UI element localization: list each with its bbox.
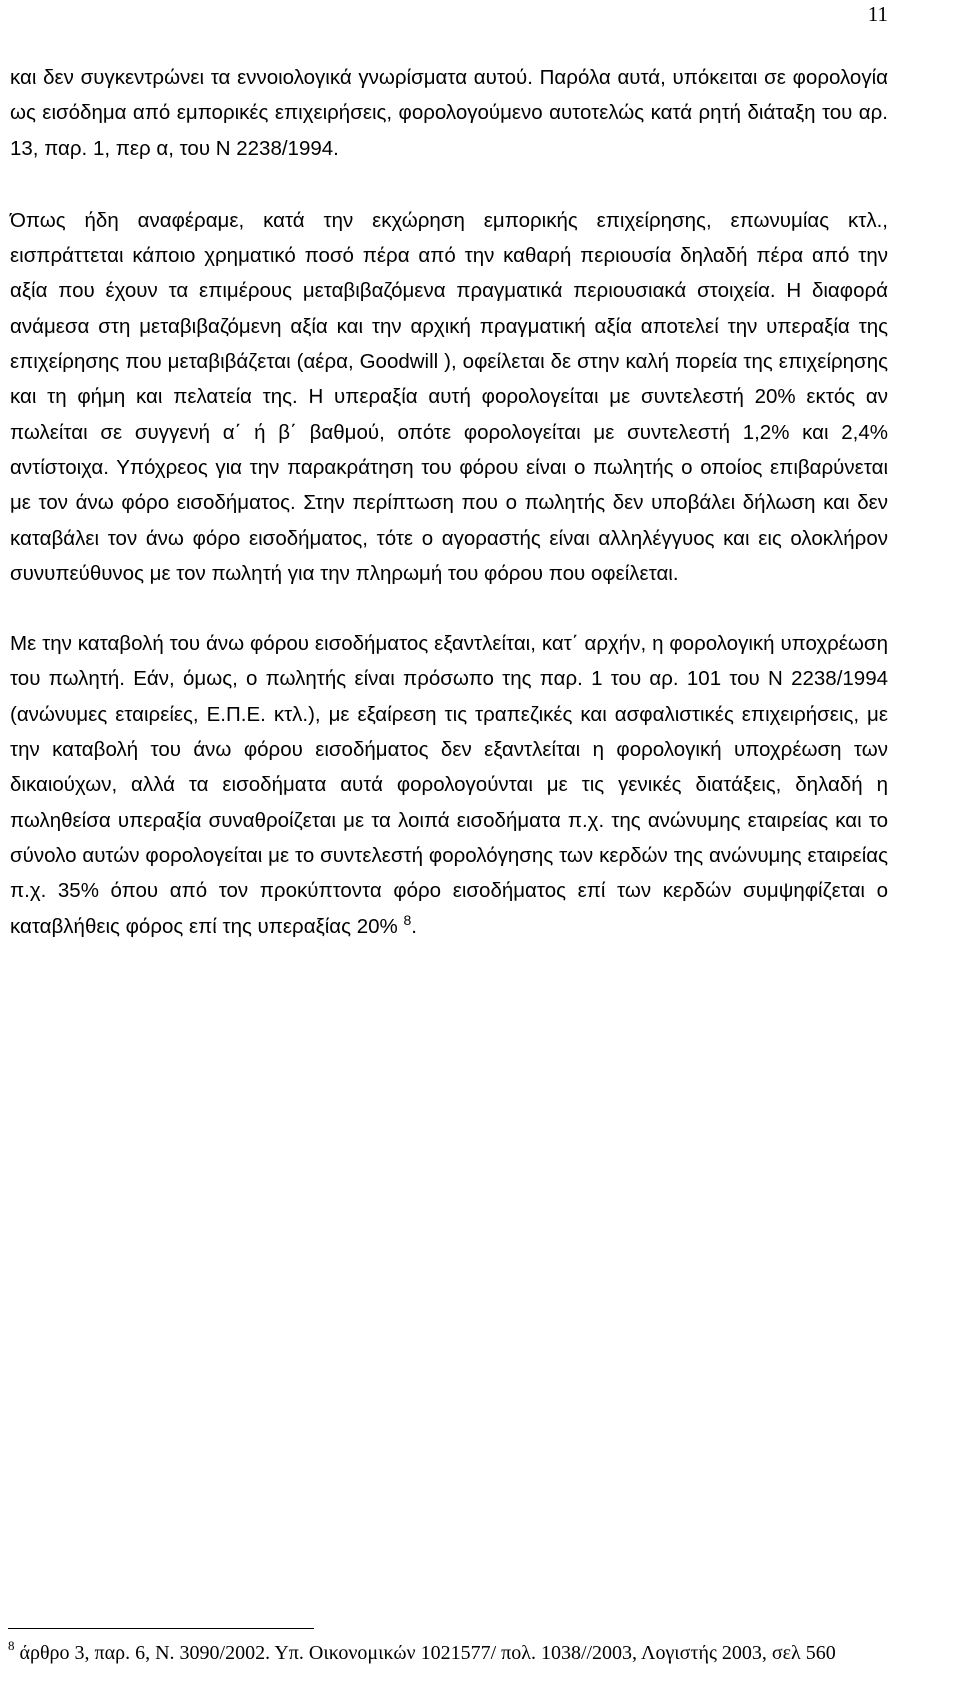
paragraph-1: και δεν συγκεντρώνει τα εννοιολογικά γνωρίσματα αυτού. Παρόλα αυτά, υπόκειται σε φορολογία ως εισόδημα από εμπορικές επιχειρήσεις, φορολογούμενο αυτοτελώς κατά ρητή διάταξη του αρ. 13, παρ. 1, περ α, του Ν 2238/1994. <box>10 66 888 160</box>
paragraph-3-end: . <box>411 914 417 938</box>
footnote <box>8 1638 836 1665</box>
paragraph-2: Όπως ήδη αναφέραμε, κατά την εκχώρηση εμπορικής επιχείρησης, επωνυμίας κτλ., εισπράττεται κάποιο χρηματικό ποσό πέρα από την καθαρή περιουσία δηλαδή πέρα από την αξία που έχουν τα επιμέρους μεταβιβαζόμενα πραγματικά περιουσιακά στοιχεία. Η διαφορά ανάμεσα στη μεταβιβαζόμενη αξία και την αρχική πραγματική αξία αποτελεί την υπεραξία της επιχείρησης που μεταβιβάζεται (αέρα, Goodwill ), οφείλεται δε στην καλή πορεία της επιχείρησης και τη φήμη και πελατεία της. Η υπεραξία αυτή φορολογείται με συντελεστή 20% εκτός αν πωλείται σε συγγενή α΄ ή β΄ βαθμού, οπότε φορολογείται με συντελεστή 1,2% και 2,4% αντίστοιχα. Υπόχρεος για την παρακράτηση του φόρου είναι ο πωλητής ο οποίος επιβαρύνεται με τον άνω φόρο εισοδήματος. Στην περίπτωση που ο πωλητής δεν υποβάλει δήλωση και δεν καταβάλει τον άνω φόρο εισοδήματος, τότε ο αγοραστής είναι αλληλέγγυος και εις ολοκλήρον συνυπεύθυνος με τον πωλητή για την πληρωμή του φόρου που οφείλεται. <box>10 208 888 585</box>
paragraph-3-text: Με την καταβολή του άνω φόρου εισοδήματος εξαντλείται, κατ΄ αρχήν, η φορολογική υποχρέωση του πωλητή. Εάν, όμως, ο πωλητής είναι πρόσωπο της παρ. 1 του αρ. 101 του Ν 2238/1994 (ανώνυμες εταιρείες, Ε.Π.Ε. κτλ.), με εξαίρεση τις τραπεζικές και ασφαλιστικές επιχειρήσεις, με την καταβολή του άνω φόρου εισοδήματος δεν εξαντλείται η φορολογική υποχρέωση των δικαιούχων, αλλά τα εισοδήματα αυτά φορολογούνται με τις γενικές διατάξεις, δηλαδή η πωληθείσα υπεραξία συναθροίζεται με τα λοιπά εισοδήματα π.χ. της ανώνυμης εταιρείας και το σύνολο αυτών φορολογείται με το συντελεστή φορολόγησης των κερδών της ανώνυμης εταιρείας π.χ. 35% όπου από τον προκύπτοντα φόρο εισοδήματος επί των κερδών συμψηφίζεται ο καταβλήθεις φόρος επί της υπεραξίας 20% <box>10 632 888 938</box>
page-number: 11 <box>867 2 888 26</box>
footnote-text: άρθρο 3, παρ. 6, Ν. 3090/2002. Υπ. Οικονομικών 1021577/ πολ. 1038//2003, Λογιστής 2003, σελ 560 <box>19 1642 836 1664</box>
footnote-reference[interactable]: 8 <box>403 911 412 928</box>
paragraph-3 <box>10 626 888 944</box>
footnote-marker: 8 <box>8 1638 15 1653</box>
footnote-separator <box>8 1628 314 1629</box>
document-body <box>10 60 888 944</box>
